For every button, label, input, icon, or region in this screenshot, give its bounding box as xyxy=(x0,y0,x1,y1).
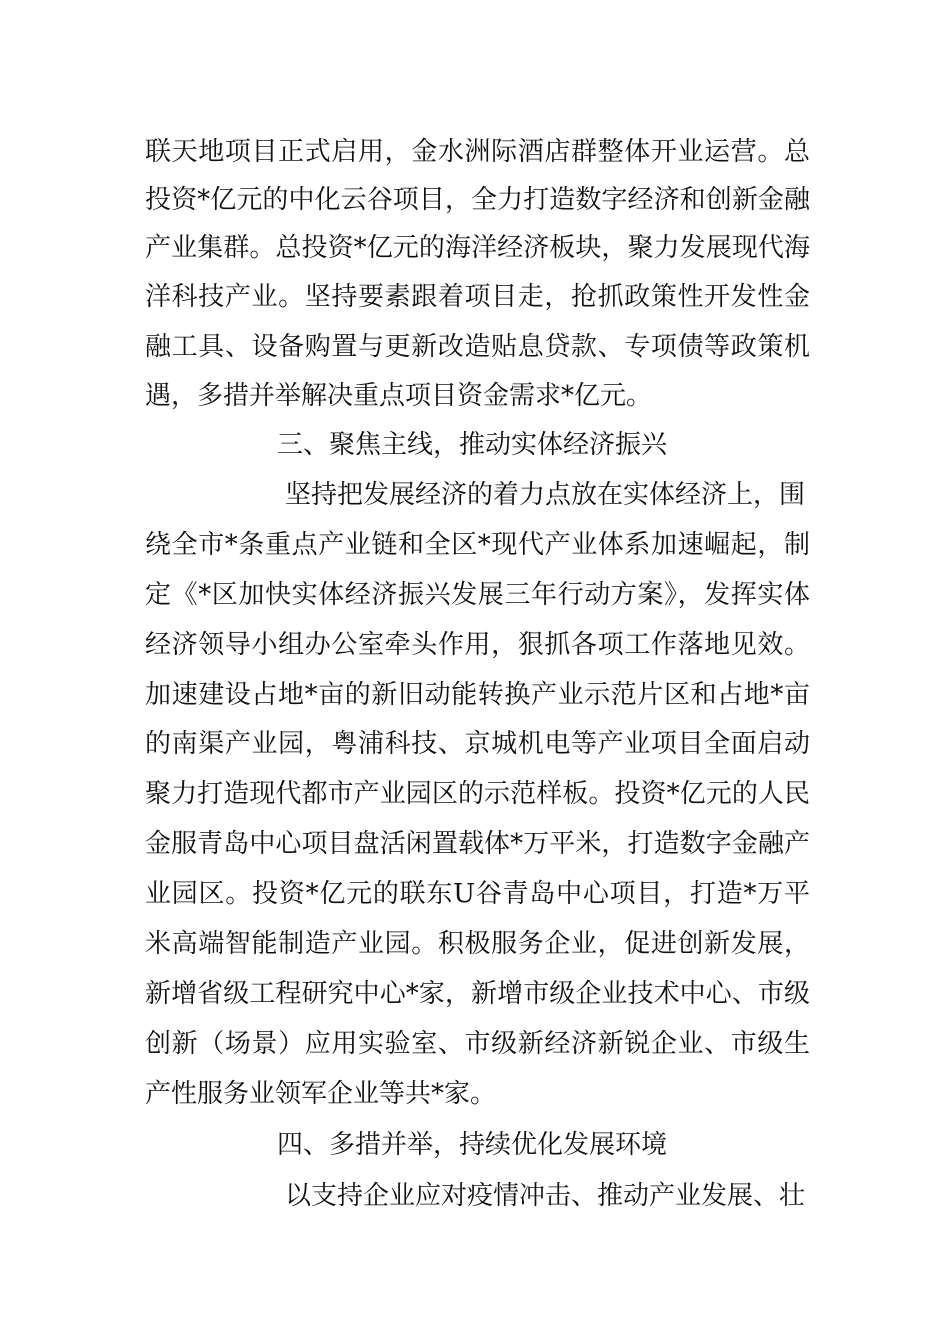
paragraph-line: 新增省级工程研究中心*家，新增市级企业技术中心、市级 xyxy=(145,979,810,1009)
paragraph-line: 业园区。投资*亿元的联东U谷青岛中心项目，打造*万平 xyxy=(145,879,810,909)
paragraph-line: 洋科技产业。坚持要素跟着项目走，抢抓政策性开发性金 xyxy=(145,282,810,312)
paragraph-line: 聚力打造现代都市产业园区的示范样板。投资*亿元的人民 xyxy=(145,779,810,809)
paragraph-line: 经济领导小组办公室牵头作用，狠抓各项工作落地见效。 xyxy=(145,630,810,660)
paragraph-line: 以支持企业应对疫情冲击、推动产业发展、壮 xyxy=(285,1181,806,1211)
paragraph-line: 联天地项目正式启用，金水洲际酒店群整体开业运营。总 xyxy=(145,137,810,167)
paragraph-line: 绕全市*条重点产业链和全区*现代产业体系加速崛起，制 xyxy=(145,530,810,560)
section-heading-4: 四、多措并举，持续优化发展环境 xyxy=(277,1130,668,1160)
paragraph-line: 加速建设占地*亩的新旧动能转换产业示范片区和占地*亩 xyxy=(145,680,810,710)
section-heading-3: 三、聚焦主线，推动实体经济振兴 xyxy=(277,430,668,460)
paragraph-line: 米高端智能制造产业园。积极服务企业，促进创新发展， xyxy=(145,929,810,959)
paragraph-line: 坚持把发展经济的着力点放在实体经济上，围 xyxy=(285,480,806,510)
paragraph-line: 产性服务业领军企业等共*家。 xyxy=(145,1079,497,1109)
paragraph-line: 产业集群。总投资*亿元的海洋经济板块，聚力发展现代海 xyxy=(145,233,810,263)
paragraph-line: 投资*亿元的中化云谷项目，全力打造数字经济和创新金融 xyxy=(145,185,810,215)
paragraph-line: 创新（场景）应用实验室、市级新经济新锐企业、市级生 xyxy=(145,1029,810,1059)
paragraph-line: 遇，多措并举解决重点项目资金需求*亿元。 xyxy=(145,381,653,411)
paragraph-line: 定《*区加快实体经济振兴发展三年行动方案》，发挥实体 xyxy=(145,580,810,610)
paragraph-line: 融工具、设备购置与更新改造贴息贷款、专项债等政策机 xyxy=(145,332,810,362)
paragraph-line: 的南渠产业园，粤浦科技、京城机电等产业项目全面启动 xyxy=(145,729,810,759)
paragraph-line: 金服青岛中心项目盘活闲置载体*万平米，打造数字金融产 xyxy=(145,829,810,859)
